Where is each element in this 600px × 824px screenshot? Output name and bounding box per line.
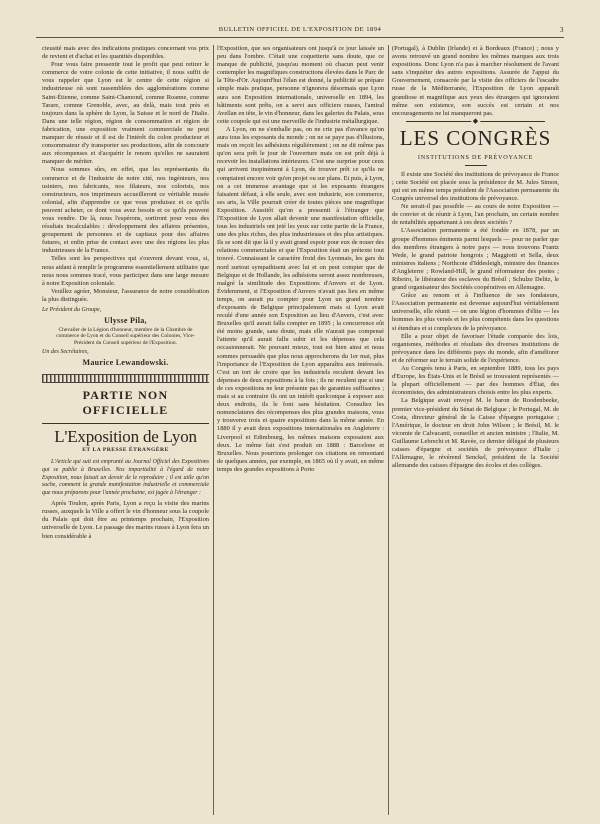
section-title: PARTIE NON OFFICIELLE [82,388,169,418]
article-intro: L'Article qui suit est emprunté au Journal Officiel des Expositions qui se publie à Bruxelles. Nos impartialité à l'égard de notre Exposition, nous faisait un devoir de le reproduire ; il est utile qu'on sache, comment la grande manifestation industrielle et commerciale que nous préparons pour l'année prochaine, est jugée à l'étranger : [42,459,209,496]
column-right [392,45,559,815]
column-divider [388,45,389,815]
section-heading: LES CONGRÈS [399,125,552,150]
section-subheading: INSTITUTIONS DE PRÉVOYANCE [417,153,534,161]
paragraph: L'Association permanente a été fondée en 1878, par un groupe d'hommes éminents parmi lesquels — pour ne parler que des membres étrangers à notre pays — nous trouvons Frantz Wede, le grand patriote hongrois ; Maggiotti et Sella, deux ministres italiens ; Northcote d'Iddesleigh, ministre des finances d'Angleterre ; Rowland-Hill, le grand réformateur des postes ; Ribeiro, le libérateur des esclaves du Brésil ; Schulze Delitz, le grand organisateur des Sociétés coopératives en Allemagne. [392,227,559,292]
paragraph: A Lyon, on ne s'emballe pas, on ne crie pas d'avance qu'on aura tous les exposants du monde ; on ne se paye pas d'illusions, mais on reçoit les adhésions régulièrement ; on ne dit même pas qu'on sera prêt le jour de l'ouverture mais on est prêt déjà à recevoir les installations intérieures. C'est une surprise pour ceux qui arrivent inopinément à Lyon, de trouver prêt ce qu'ils ne comptaient encore voir qu'en projet ou sur plans. Et puis, à Lyon, on a cet immense avantage que si les exposants étrangers faisaient défaut, à elle seule, avec son industrie, son commerce, ses arts, la Ville pourrait créer de toutes pièces une magnifique Exposition. Aussitôt qu'on a pressenti à l'étranger que l'Exposition de Lyon allait devenir une manifestation officielle, tous les industriels ont jeté les yeux sur cette partie de la France, une des plus riches, des plus industrieuses et des plus artistiques. Ils se sont dit que là il y avait grand espoir pour eux de nouer des relations commerciales et que l'Exposition était un prétexte tout trouvé. Connaissant le caractère froid des Lyonnais, les gars du nord surtout sympathisent avec lui et on peut compter que de Belgique et de Hollande, les adhésions seront assez nombreuses, malgré la similitude des Expositions d'Anvers et de Lyon. Évidemment, si l'Exposition d'Anvers n'avait pas lieu en même temps, on aurait pu compter pour Lyon un grand nombre d'exposants de Belgique principalement mais si Lyon avait reculé d'une année son Exposition au lieu d'Anvers, c'est avec Bruxelles qu'il aurait fallu compter en 1895 ; la concurrence eût été moins grande, sans doute, mais elle n'aurait pas compensé l'attente qu'il aurait fallu subir et les dépenses que cela occasionnerait. Ne pouvant mieux, tout est bien ainsi et nous sommes persuadés que plus nous approcherons du 1er mai, plus l'importance de l'Exposition de Lyon apparaîtra aux intéressés. C'est un tort de croire que les industriels reculent devant les dépenses de deux expositions à la fois ; ils ne reculent que si une de ces expositions ne leur présente pas de garanties suffisantes ; mais si au contraire ils ont un intérêt quelconque à exposer aux deux endroits, ils le font sans hésitation. Consultez les nomenclatures des récompenses des plus grandes maisons, vous y trouverez trois et quatre expositions dans la même année. En 1880 il y avait deux expositions internationales en Angleterre : Liverpool et Edimbourg, les mêmes maisons exposaient aux deux. Le même fait s'est produit en 1888 : Barcelone et Bruxelles. Nous pourrions prolonger ces citations en remontant de quelques années, par exemple, en 1865 où il y avait, en même temps des grandes expositions à Porto [217,125,384,473]
signature-name: Maurice Lewandowski. [82,358,169,368]
paragraph: (Portugal), à Dublin (Irlande) et à Bordeaux (France) ; nous y avons retrouvé un grand nombre les mêmes marques aux trois expositions. Donc Lyon n'a pas à marcher résolument de l'avant sans s'inquiéter des autres expositions. Assurée de l'appui du Gouvernement, consacrée par la visite des officiers de l'escadre russe de la Méditerranée, l'Exposition de Lyon apparaît grandiose et magnifique aux yeux des étrangers qui ignoraient même son existence, son succès est certain et nos encouragements ne lui manqueront pas. [392,45,559,117]
paragraph: cieusité mais avec des indications pratiques concernant vos prix de revient et d'achat et les quantités disponibles. [42,45,209,61]
article-subtitle: ET LA PRESSE ÉTRANGÈRE [82,447,169,454]
rule [42,423,209,424]
paragraph: Elle a pour objet de favoriser l'étude comparée des lois, organismes, méthodes et résultats des diverses institutions de prévoyance dans les différents pays du monde, afin d'améliorer et de réformer sur le terrain solide de l'expérience. [392,332,559,364]
paragraph: Après Toulon, après Paris, Lyon a reçu la visite des marins russes, auxquels la Ville a offert le vin d'honneur sous la coupole du Palais qui doit être au printemps prochain, l'Exposition universelle de Lyon. Le passage des marins russes à Lyon fera un bien considérable à [42,500,209,540]
paragraph: Grâce au renom et à l'influence de ses fondateurs, l'Association permanente est devenue aujourd'hui véritablement universelle, elle réunit — on une légion d'hommes d'élite — les hommes les plus versés et les plus compétents dans les questions si étendues et si complexes de la prévoyance. [392,292,559,332]
page-number: 3 [560,26,564,34]
paragraph: l'Exposition, que ses organisateurs ont jusqu'à ce jour laissée un peu dans l'ombre. C'était une coquetterie sans doute, que ce manque de publicité, jusqu'au moment où chacun peut venir contempler les magnifiques constructions élevées dans le Parc de la Tête-d'Or. Aujourd'hui l'élan est donné, la publicité se prépare simple mais pratique, personne n'ignorera désormais que Lyon aura son Exposition internationale, universelle en 1894, les bâtiments sont prêts, on a servi aux officiers russes, l'amiral Avellan en tête, le vin d'honneur, dans les galeries du Palais, sous cette coupole qui est une merveille de l'industrie métallurgique. [217,45,384,125]
column-left [42,45,209,815]
signature-role: Le Président du Groupe, [42,307,102,313]
column-divider [213,45,214,815]
signature-note: Chevalier de la Légion d'honneur, membre de la Chambre de commerce de Lyon et du Conseil supérieur des Colonies, Vice-Président du Conseil supérieur de l'Exposition. [56,326,195,346]
paragraph: Veuillez agréer, Monsieur, l'assurance de notre considération la plus distinguée. [42,287,209,303]
signature-role: Un des Secrétaires, [42,349,89,356]
paragraph: Ne serait-il pas possible — au cours de notre Exposition — de convier et de réunir à Lyon, l'an prochain, un certain nombre de notabilités appartenant à ces deux sociétés ? [392,203,559,227]
paragraph: Au Congrès tenu à Paris, en septembre 1889, tous les pays d'Europe, les États-Unis et le Brésil se trouvaient représentés — la plupart officiellement — par des hommes d'État, des économistes, des administrateurs choisis entre les plus experts. [392,365,559,397]
column-middle [217,45,384,815]
paragraph: Il existe une Société des institutions de prévoyance de France ; cette Société est placée sous la présidence de M. Jules Simon, qui est en même temps président de l'Association permanente du Congrès universel des institutions de prévoyance. [392,170,559,203]
article-title: L'Exposition de Lyon [54,426,197,446]
rule [465,165,487,166]
running-header [36,26,564,38]
paragraph: Telles sont les perspectives qui s'ouvrent devant vous, si, nous aidant à remplir le programme essentiellement utilitaire que nous nous sommes tracé, vous participez dans une large mesure à notre Exposition coloniale. [42,255,209,287]
paragraph: Nous sommes sûrs, en effet, que les représentants du commerce et de l'industrie de notre cité, nos ingénieurs, nos usiniers, nos fabricants, nos filateurs, nos colorists, nos constructeurs, nos imprimeurs accueilleront ce véritable musée colonial, afin d'apprendre ce que vous produisez et ce qu'ils peuvent acheter, ce dont vous avez besoin et ce qu'ils peuvent vous vendre. De là, nous l'espérons, sortiront pour vous des résultats incalculables : développement des affaires présentes, groupement de personnes et de capitaux pour des affaires futures, et enfin prise de contact avec une des régions les plus industrieuses de la France. [42,166,209,255]
signature-name: Ulysse Pila, [104,315,147,325]
rule-ornament [406,121,545,122]
paragraph: La Belgique avait envoyé M. le baron de Roodenbeeke, premier vice-président du Sénat de Belgique ; le Portugal, M. de Costa, directeur général de la Caisse d'épargne portugaise ; l'Amérique, le docteur en droit John Wilson ; le Brésil, M. le vicomte de Calvacanti, conseiller et ancien ministre ; l'Italie, M. Guillaume Lebrecht et M. Ravèe, ce dernier délégué de plusieurs caisses d'épargne et sociétés de prévoyance d'Italie ; l'Allemagne, le révérend Senckel, président de la Société allemande des caisses d'épargne des écoles et des collèges. [392,397,559,470]
paragraph: Pour vous faire pressentir tout le profit que peut retirer le commerce de votre colonie de cette initiative, il nous suffit de vous rappeler que Lyon est le centre de cette région si industrieuse où sont rassemblées des agglomérations comme Saint-Étienne, comme Saint-Chamond, comme Roanne, comme Tarare, comme Grenoble, avec, au delà, mais tout près et toujours dans la sphère de Lyon, la Suisse et le nord de l'Italie. Dans une telle région, région de consommation et région de fabrication, une exposition vraiment commerciale ne peut manquer de réussir et il est de l'intérêt du colon producteur et consommateur d'y transporter ses productions, afin de concourir aux récompenses et d'acquérir le renom qu'elles ne sauraient manquer de mériter. [42,61,209,166]
publication-title: BULLETIN OFFICIEL DE L'EXPOSITION DE 1894 [218,26,382,33]
ornamental-band [42,374,209,383]
